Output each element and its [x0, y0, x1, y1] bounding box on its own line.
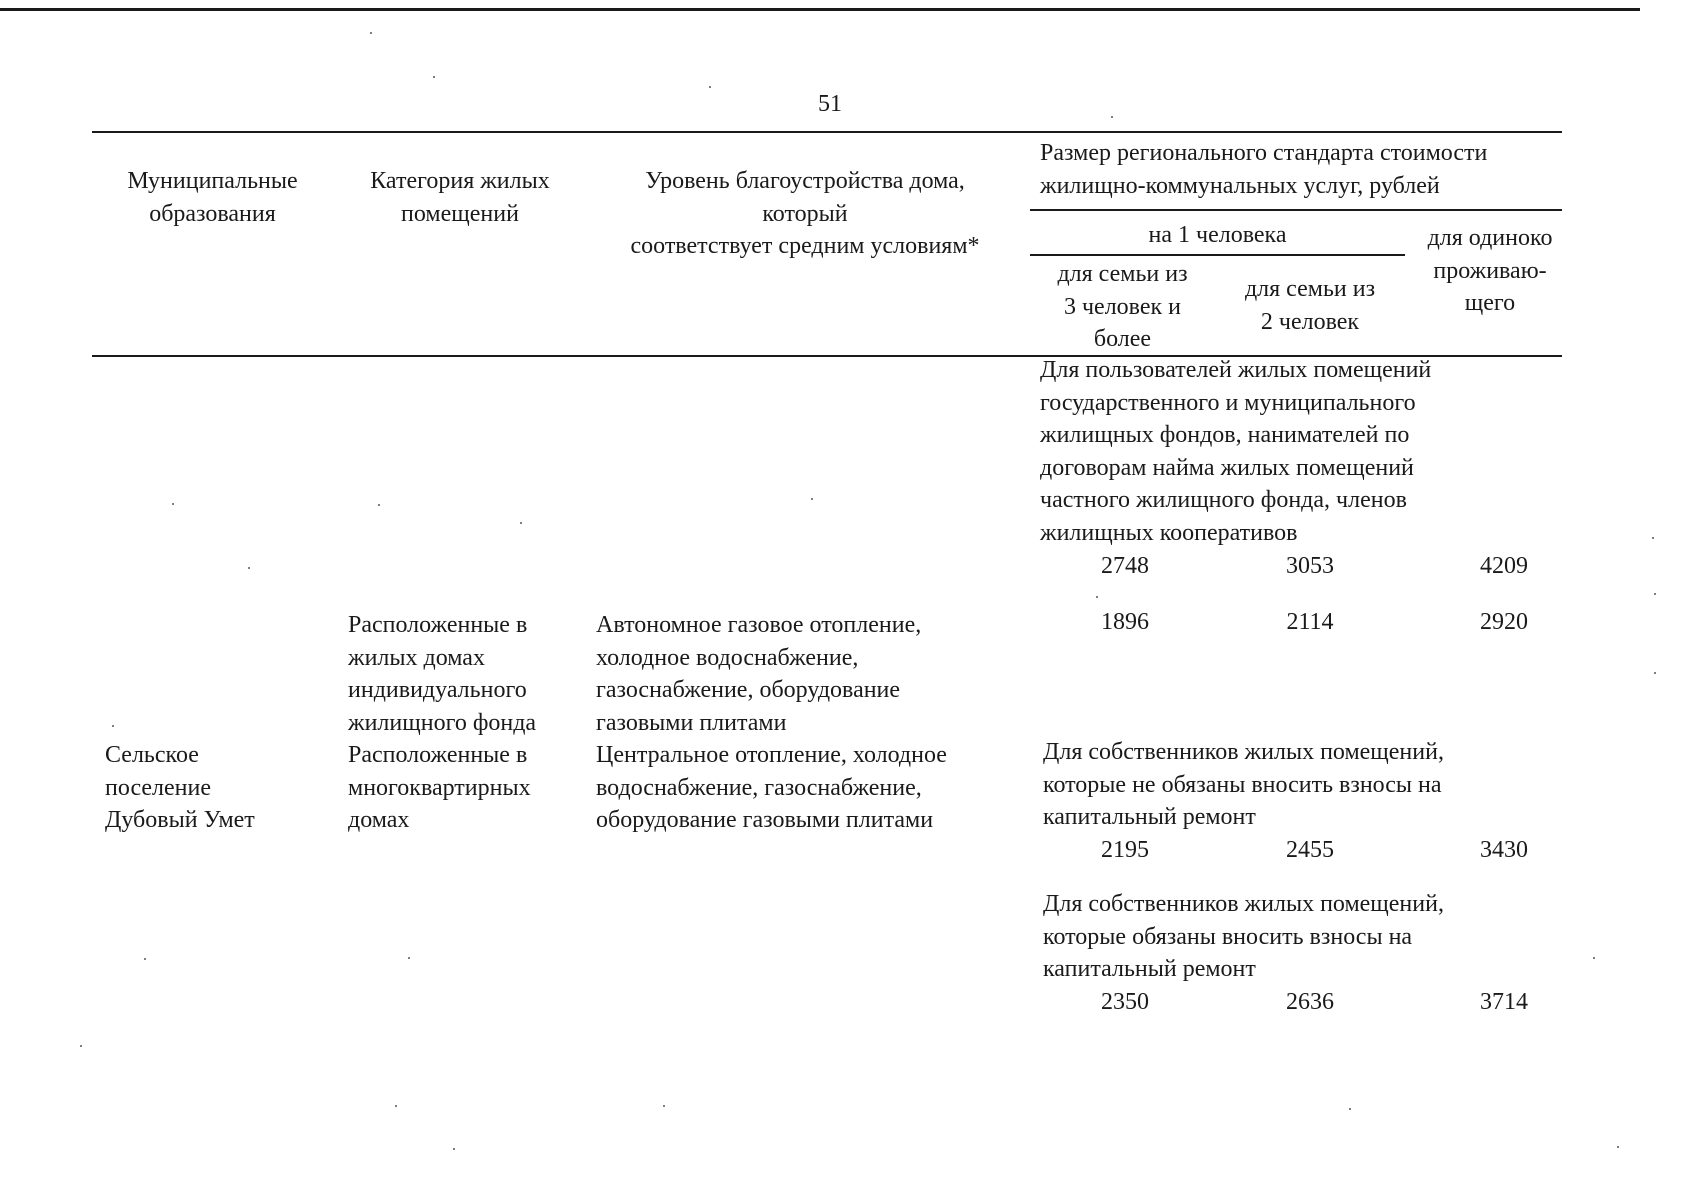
row-apartment-level-line: оборудование газовыми плитами: [596, 807, 934, 833]
header-single: [1410, 222, 1570, 320]
scan-speck: [248, 567, 250, 569]
row-individual-category: [348, 609, 536, 739]
scan-speck: [811, 498, 813, 500]
row-apartment-level: [596, 739, 947, 837]
group2-label: [1043, 736, 1444, 834]
header-municipality-line: Муниципальные: [127, 168, 298, 194]
group3-label-line: капитальный ремонт: [1043, 956, 1256, 982]
scan-speck: [395, 1105, 397, 1107]
group3-value-family3: 2350: [1101, 989, 1149, 1015]
scan-speck: [370, 32, 372, 34]
scan-speck: [1593, 957, 1595, 959]
row-apartment-level-line: водоснабжение, газоснабжение,: [596, 774, 922, 801]
scan-speck: [1617, 1146, 1619, 1148]
scan-speck: [1654, 593, 1656, 595]
group3-label-line: которые обязаны вносить взносы на: [1043, 923, 1413, 950]
group1-value-family2: 3053: [1286, 553, 1334, 579]
scan-speck: [80, 1045, 82, 1047]
per-person-rule: [1030, 254, 1405, 256]
row-individual-category-line: Расположенные в: [348, 612, 528, 638]
scan-speck: [1111, 116, 1113, 118]
row-apartment-municipality-line: Сельское: [105, 742, 199, 768]
group3-label-line: Для собственников жилых помещений,: [1043, 891, 1444, 917]
header-per-person-text: на 1 человека: [1148, 222, 1287, 248]
row-apartment-category-line: Расположенные в: [348, 742, 528, 768]
header-family2: [1215, 273, 1405, 338]
row-apartment-municipality-line: Дубовый Умет: [105, 807, 255, 833]
scan-speck: [663, 1105, 665, 1107]
header-per-person: [1030, 219, 1405, 252]
group2-value-single: 3430: [1480, 837, 1528, 863]
header-level-line: который: [762, 200, 848, 227]
header-category: [340, 165, 580, 230]
row-apartment-municipality: [105, 739, 255, 837]
group1-value-family3: 2748: [1101, 553, 1149, 579]
row-individual-level-line: газовыми плитами: [596, 709, 787, 736]
scan-speck: [433, 76, 435, 78]
scan-speck: [1652, 537, 1654, 539]
header-standard-title: [1040, 137, 1487, 202]
scan-speck: [144, 958, 146, 960]
row-apartment-level-line: Центральное отопление, холодное: [596, 742, 947, 768]
header-level-line: соответствует средним условиям*: [630, 233, 980, 259]
row-apartment-municipality-line: поселение: [105, 774, 212, 801]
page-number: [780, 88, 880, 121]
scan-speck: [520, 522, 522, 524]
row-individual-category-line: индивидуального: [348, 677, 527, 703]
header-category-line: Категория жилых: [370, 168, 550, 194]
header-family2-line: 2 человек: [1260, 308, 1360, 335]
group1-label-line: договорам найма жилых помещений: [1040, 454, 1414, 481]
header-municipality: [100, 165, 325, 230]
header-family3: [1030, 258, 1215, 356]
header-standard-title-line: жилищно-коммунальных услуг, рублей: [1040, 172, 1440, 199]
group2-label-line: которые не обязаны вносить взносы на: [1043, 771, 1442, 798]
group1-label: [1040, 354, 1431, 549]
row-individual-category-line: жилых домах: [348, 644, 485, 671]
scan-speck: [1654, 672, 1656, 674]
header-family3-line: более: [1093, 326, 1152, 352]
row-apartment-category-line: домах: [348, 807, 410, 833]
row-apartment-category: [348, 739, 531, 837]
scan-speck: [1096, 596, 1098, 598]
scan-speck: [172, 503, 174, 505]
header-level-line: Уровень благоустройства дома,: [645, 168, 965, 194]
group1-label-line: жилищных кооперативов: [1040, 519, 1298, 546]
scan-speck: [112, 725, 114, 727]
header-single-line: щего: [1464, 290, 1516, 316]
table-top-rule: [92, 131, 1562, 133]
row-apartment-category-line: многоквартирных: [348, 774, 531, 801]
header-single-line: проживаю-: [1433, 257, 1547, 284]
group3-value-single: 3714: [1480, 989, 1528, 1015]
header-family3-line: для семьи из: [1057, 261, 1188, 287]
group1-label-line: государственного и муниципального: [1040, 389, 1416, 416]
scan-speck: [408, 957, 410, 959]
scan-speck: [709, 86, 711, 88]
group3-label: [1043, 888, 1444, 986]
standard-title-rule: [1030, 209, 1562, 211]
group2-value-family3: 2195: [1101, 837, 1149, 863]
group2-label-line: Для собственников жилых помещений,: [1043, 739, 1444, 765]
row-individual-value-family3: 1896: [1101, 609, 1149, 635]
scan-speck: [378, 504, 380, 506]
group2-value-family2: 2455: [1286, 837, 1334, 863]
row-individual-level-line: газоснабжение, оборудование: [596, 677, 901, 703]
scan-top-border: [0, 8, 1640, 11]
header-municipality-line: образования: [149, 200, 276, 227]
row-individual-value-family2: 2114: [1286, 609, 1334, 635]
row-individual-level-line: холодное водоснабжение,: [596, 644, 859, 671]
group1-label-line: частного жилищного фонда, членов: [1040, 487, 1407, 513]
group2-label-line: капитальный ремонт: [1043, 804, 1256, 830]
scan-speck: [1349, 1108, 1351, 1110]
row-individual-value-single: 2920: [1480, 609, 1528, 635]
header-family2-line: для семьи из: [1244, 276, 1376, 302]
group1-label-line: жилищных фондов, нанимателей по: [1040, 422, 1410, 448]
row-individual-level: [596, 609, 921, 739]
group1-label-line: Для пользователей жилых помещений: [1040, 357, 1432, 383]
row-individual-level-line: Автономное газовое отопление,: [596, 612, 922, 638]
header-level: [590, 165, 1020, 263]
group1-value-single: 4209: [1480, 553, 1528, 579]
group3-value-family2: 2636: [1286, 989, 1334, 1015]
header-category-line: помещений: [401, 200, 519, 227]
scan-speck: [453, 1148, 455, 1150]
header-family3-line: 3 человек и: [1063, 293, 1182, 320]
header-single-line: для одиноко: [1427, 225, 1553, 251]
row-individual-category-line: жилищного фонда: [348, 709, 537, 736]
page-number-text: 51: [818, 91, 842, 117]
header-standard-title-line: Размер регионального стандарта стоимости: [1040, 140, 1488, 166]
